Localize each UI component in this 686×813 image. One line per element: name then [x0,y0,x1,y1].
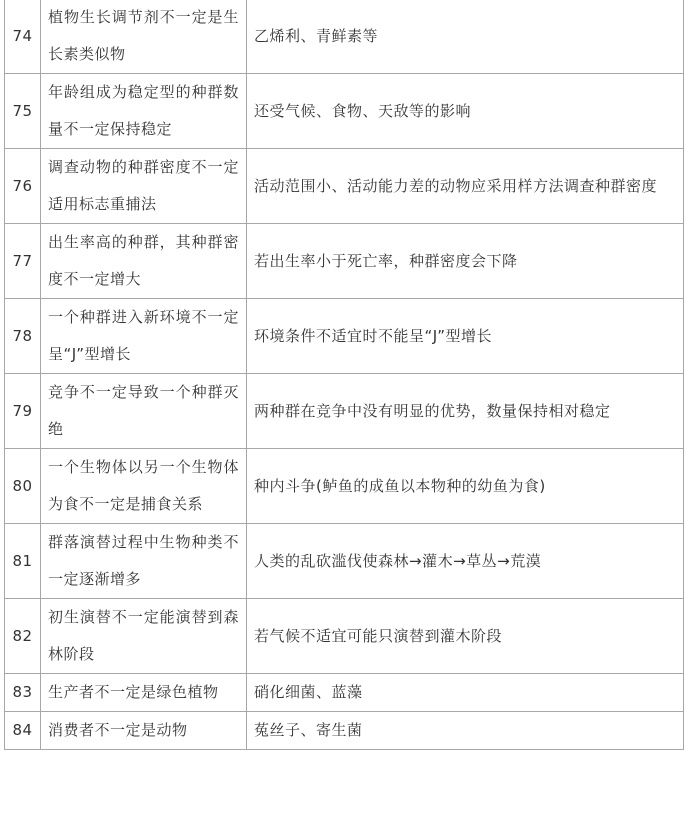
biology-facts-table [4,0,684,750]
example-cell: 两种群在竞争中没有明显的优势，数量保持相对稳定 [247,374,684,449]
condition-cell: 竞争不一定导致一个种群灭绝 [41,374,247,449]
row-number: 82 [5,599,41,674]
example-cell: 乙烯利、青鲜素等 [247,0,684,74]
example-cell: 若气候不适宜可能只演替到灌木阶段 [247,599,684,674]
condition-cell: 植物生长调节剂不一定是生长素类似物 [41,0,247,74]
condition-cell: 一个种群进入新环境不一定呈“J”型增长 [41,299,247,374]
condition-cell: 初生演替不一定能演替到森林阶段 [41,599,247,674]
table-row [5,74,684,149]
row-number: 81 [5,524,41,599]
example-cell: 还受气候、食物、天敌等的影响 [247,74,684,149]
table-row [5,149,684,224]
example-cell: 菟丝子、寄生菌 [247,712,684,750]
example-cell: 环境条件不适宜时不能呈“J”型增长 [247,299,684,374]
row-number: 78 [5,299,41,374]
row-number: 77 [5,224,41,299]
row-number: 75 [5,74,41,149]
condition-cell: 消费者不一定是动物 [41,712,247,750]
row-number: 83 [5,674,41,712]
row-number: 79 [5,374,41,449]
example-cell: 活动范围小、活动能力差的动物应采用样方法调查种群密度 [247,149,684,224]
condition-cell: 调查动物的种群密度不一定适用标志重捕法 [41,149,247,224]
table-row [5,712,684,750]
row-number: 74 [5,0,41,74]
example-cell: 若出生率小于死亡率，种群密度会下降 [247,224,684,299]
row-number: 80 [5,449,41,524]
table-row [5,374,684,449]
example-cell: 种内斗争(鲈鱼的成鱼以本物种的幼鱼为食) [247,449,684,524]
condition-cell: 群落演替过程中生物种类不一定逐渐增多 [41,524,247,599]
condition-cell: 生产者不一定是绿色植物 [41,674,247,712]
condition-cell: 一个生物体以另一个生物体为食不一定是捕食关系 [41,449,247,524]
table-row [5,599,684,674]
condition-cell: 年龄组成为稳定型的种群数量不一定保持稳定 [41,74,247,149]
example-cell: 硝化细菌、蓝藻 [247,674,684,712]
example-cell: 人类的乱砍滥伐使森林→灌木→草丛→荒漠 [247,524,684,599]
row-number: 84 [5,712,41,750]
condition-cell: 出生率高的种群，其种群密度不一定增大 [41,224,247,299]
table-row [5,299,684,374]
table-row [5,524,684,599]
table-row [5,224,684,299]
table-body [5,0,684,750]
table-row [5,0,684,74]
table-row [5,674,684,712]
row-number: 76 [5,149,41,224]
table-row [5,449,684,524]
